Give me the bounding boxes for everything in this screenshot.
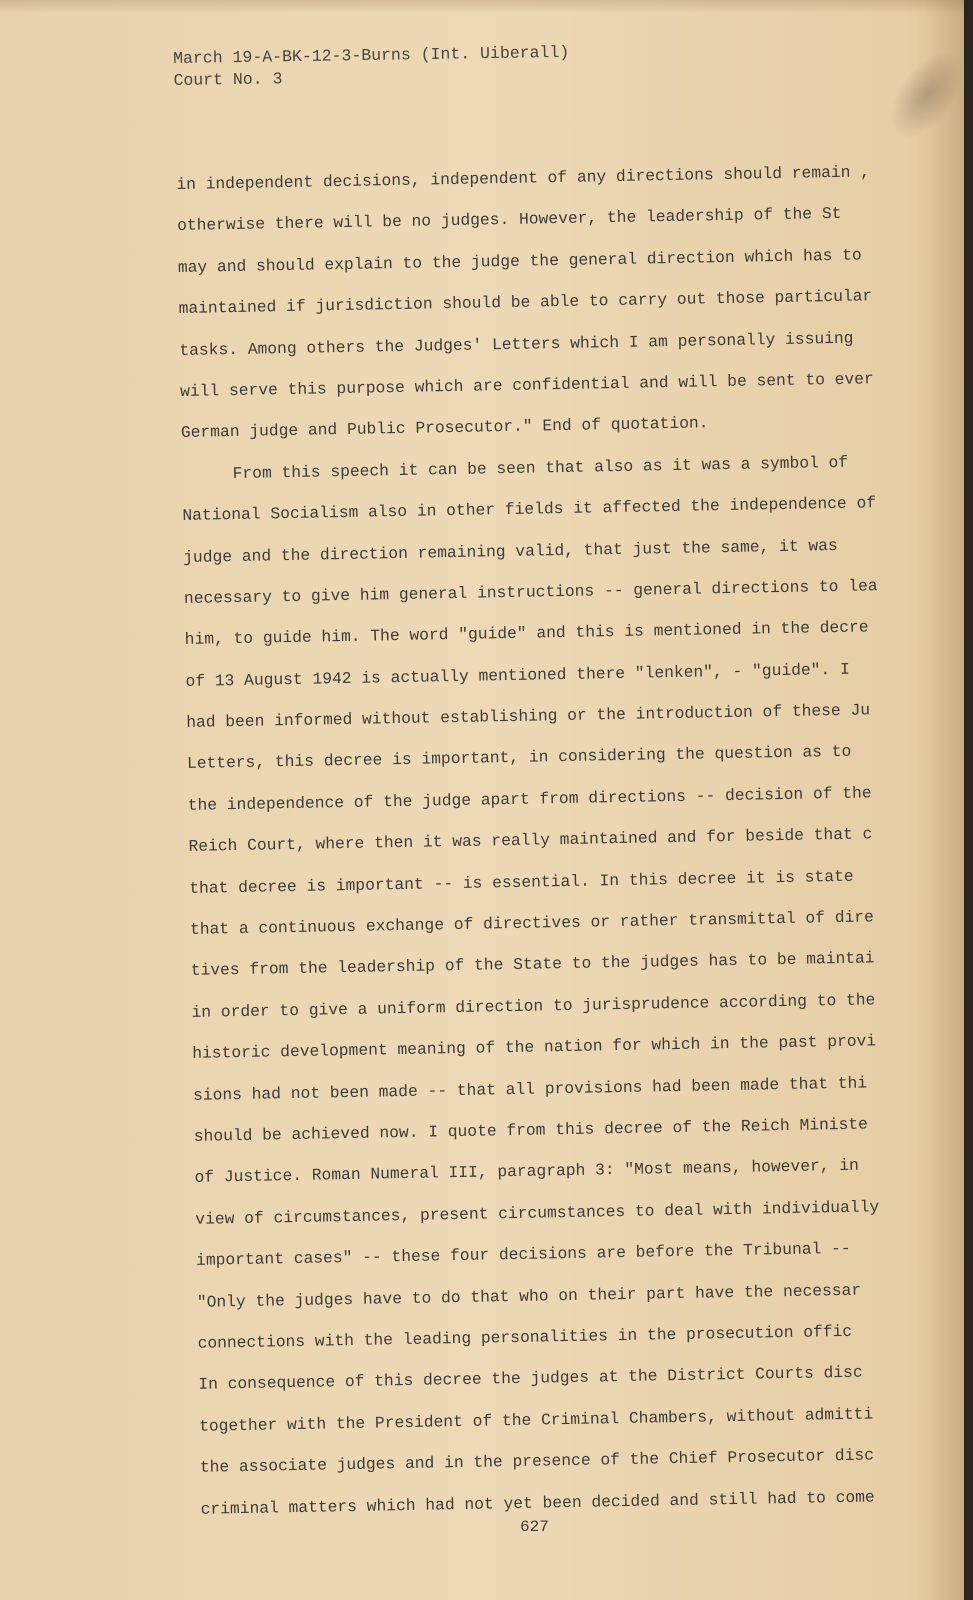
text-line: "Only the judges have to do that who on their part have the necessar — [196, 1280, 862, 1312]
text-line: Letters, this decree is important, in considering the question as to — [186, 742, 852, 774]
text-line: necessary to give him general instructions -- general directions to lea — [183, 576, 878, 608]
document-header — [173, 42, 570, 92]
text-line: will serve this purpose which are confidential and will be sent to ever — [179, 369, 874, 401]
text-line: otherwise there will be no judges. However, the leadership of the St — [176, 204, 842, 236]
text-line: criminal matters which had not yet been decided and still had to come — [200, 1486, 875, 1519]
page-number: 627 — [520, 1518, 549, 1536]
text-line: In consequence of this decree the judges at the District Courts disc — [198, 1362, 863, 1395]
text-line: of Justice. Roman Numeral III, paragraph 3: "Most means, however, in — [194, 1156, 860, 1188]
header-court-line: Court No. 3 — [173, 69, 283, 90]
text-line: together with the President of the Criminal Chambers, without admitti — [198, 1404, 874, 1436]
text-line: should be achieved now. I quote from this decree of the Reich Ministe — [193, 1114, 869, 1146]
header-session-line: March 19-A-BK-12-3-Burns (Int. Uiberall) — [173, 42, 570, 68]
text-line: in independent decisions, independent of any directions should remain , — [176, 162, 871, 194]
text-line: of 13 August 1942 is actually mentioned there "lenken", - "guide". I — [185, 659, 850, 691]
transcript-body — [176, 150, 961, 1530]
top-shadow — [0, 0, 964, 14]
paragraph-start-line: From this speech it can be seen that also as it was a symbol of — [232, 452, 849, 483]
text-line: maintained if jurisdiction should be able to carry out those particular — [178, 286, 873, 319]
text-line: sions had not been made -- that all provisions had been made that thi — [192, 1073, 868, 1105]
text-line: tasks. Among others the Judges' Letters which I am personally issuing — [179, 328, 854, 360]
text-line: the independence of the judge apart from directions -- decision of the — [187, 783, 872, 815]
text-line: Reich Court, where then it was really maintained and for beside that c — [188, 824, 873, 857]
text-line: tives from the leadership of the State to the judges has to be maintai — [190, 948, 875, 981]
text-line: that a continuous exchange of directives or rather transmittal of dire — [189, 907, 875, 939]
text-line: National Socialism also in other fields it affected the independence of — [182, 493, 877, 526]
text-line: German judge and Public Prosecutor." End of quotation. — [180, 413, 709, 443]
text-line: the associate judges and in the presence of the Chief Prosecutor disc — [199, 1445, 875, 1477]
text-line: important cases" -- these four decisions are before the Tribunal -- — [195, 1238, 851, 1270]
text-line: historic development meaning of the nation for which in the past provi — [192, 1031, 877, 1064]
text-line: may and should explain to the judge the general direction which has to — [177, 245, 862, 277]
text-line: connections with the leading personalities in the prosecution offic — [197, 1321, 853, 1353]
text-line: that decree is important -- is essential. In this decree it is state — [189, 866, 854, 898]
text-line: had been informed without establishing or the introduction of these Ju — [186, 700, 871, 732]
text-line: judge and the direction remaining valid, that just the same, it was — [183, 535, 838, 567]
text-line: view of circumstances, present circumstances to deal with individually — [195, 1197, 880, 1229]
text-line: in order to give a uniform direction to jurisprudence according to the — [191, 990, 876, 1022]
text-line: him, to guide him. The word "guide" and this is mentioned in the decre — [184, 617, 869, 650]
